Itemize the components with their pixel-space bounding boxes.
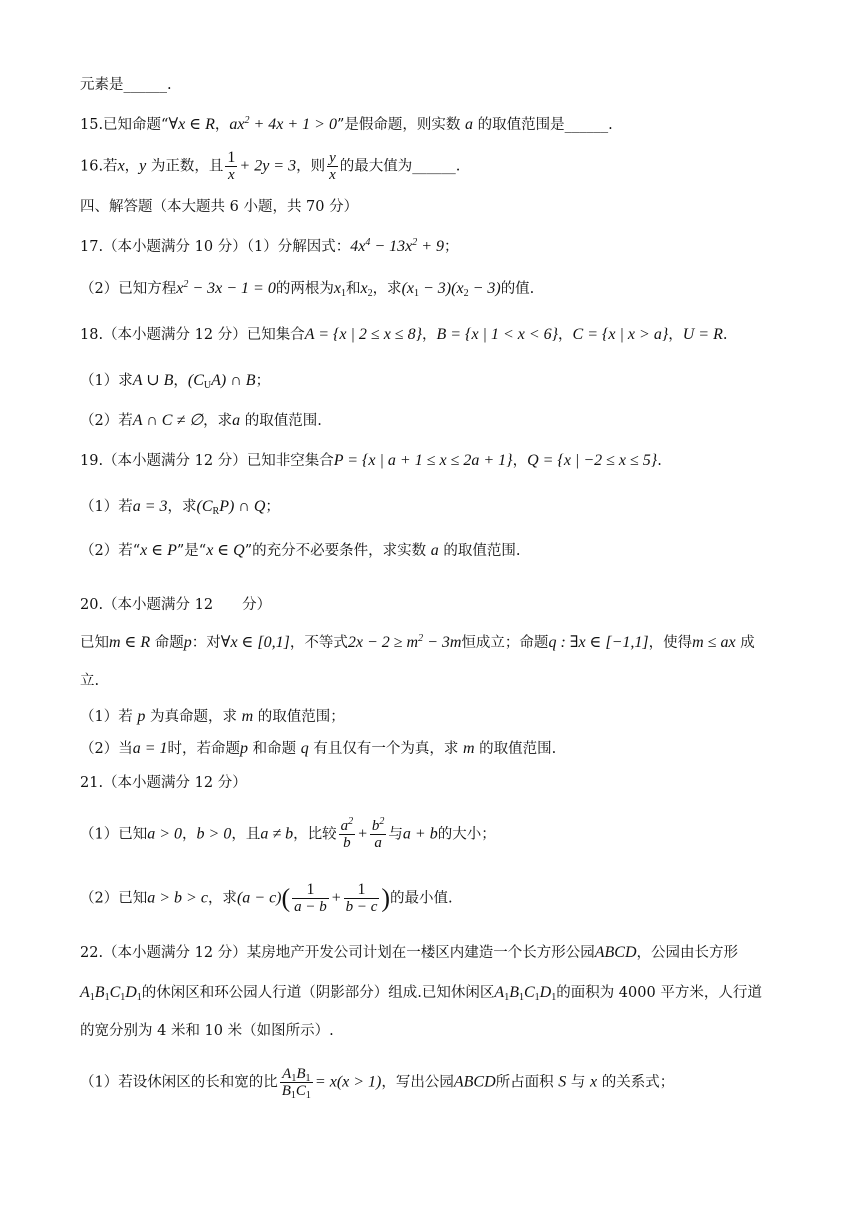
- question-22: 22.（本小题满分 12 分）某房地产开发公司计划在一楼区内建造一个长方形公园ABCD，公园由长方形: [80, 944, 739, 961]
- section-heading: [80, 196, 790, 218]
- text: ，求: [207, 890, 237, 907]
- text: （1）已知: [80, 826, 148, 843]
- question-20-1: （1）若 p 为真命题，求 m 的取值范围；: [80, 708, 345, 725]
- question-15: 15.已知命题“∀x ∈ R，$ax^2 + 4x + 1 > 0$”是假命题，则实数 a 的取值范围是______.: [80, 115, 613, 133]
- text: （2）已知方程: [80, 281, 177, 297]
- text: ，比较: [293, 826, 337, 843]
- question-19-2: （2）若“x ∈ P”是“x ∈ Q”的充分不必要条件，求实数 a 的取值范围.: [80, 542, 521, 559]
- question-18: 18.（本小题满分 12 分）已知集合A = {x | 2 ≤ x ≤ 8}，B = {x | 1 < x < 6}，C = {x | x > a}，U = R.: [80, 326, 728, 343]
- question-20-heading: [80, 594, 790, 616]
- question-19-1: （1）若a = 3，求$(C_RP)$ ∩ Q；: [80, 498, 280, 517]
- text: 的值.: [500, 281, 535, 297]
- text: ”的充分不必要条件，求实数: [244, 543, 427, 559]
- question-18-1: （1）求A ∪ B，$(C_UA)$ ∩ B；: [80, 372, 271, 391]
- text: 所占面积: [495, 1074, 554, 1091]
- text: 与: [570, 1074, 586, 1091]
- question-19: 19.（本小题满分 12 分）已知非空集合P = {x | a + 1 ≤ x ≤ 2a + 1}，Q = {x | −2 ≤ x ≤ 5}.: [80, 452, 662, 469]
- text: 恒成立；命题: [461, 635, 549, 651]
- question-20-2: （2）当a = 1时，若命题p 和命题 q 有且仅有一个为真，求 m 的取值范围.: [80, 740, 557, 757]
- text: ，求: [167, 499, 197, 515]
- text: ，使得: [648, 635, 693, 651]
- text: 18.（本小题满分 12 分）已知集合: [80, 327, 305, 343]
- text: 为真命题，求: [149, 709, 237, 725]
- question-20: 已知m ∈ R 命题p：对∀x ∈ [0,1]，不等式$2x - 2 \ge m^2 - 3m$恒成立；命题q : ∃x ∈ [−1,1]，使得m ≤ ax 成: [80, 633, 755, 651]
- text: 的宽分别为 4 米和 10 米（如图所示）.: [80, 1023, 334, 1039]
- text: （1）若: [80, 709, 133, 725]
- question-17: 17.（本小题满分 10 分）（1）分解因式：$4x^4 - 13x^2 + 9$；: [80, 237, 459, 255]
- question-22-1: （1）若设休闲区的长和宽的比 $\frac{A_1B_1}{B_1C_1}$ = x(x > 1)，写出公园ABCD所占面积 S 与 x 的关系式；: [80, 1066, 675, 1101]
- question-18-2: （2）若A ∩ C ≠ ∅，求a 的取值范围.: [80, 412, 322, 429]
- text: 立.: [80, 673, 100, 689]
- text: （1）若设休闲区的长和宽的比: [80, 1074, 278, 1091]
- text: 的关系式；: [601, 1074, 675, 1091]
- text: 四、解答题（本大题共 6 小题，共 70 分）: [80, 199, 359, 215]
- text: 的大小；: [437, 826, 496, 843]
- text: 16.若: [80, 158, 118, 175]
- text: ：对: [191, 635, 221, 651]
- text: ，则: [296, 158, 326, 175]
- text: 的两根为: [275, 281, 334, 297]
- question-16: 16.若x，y 为正数，且 $\frac{1}{x}$ + 2y = 3，则 $\frac{y}{x}$ 的最大值为______.: [80, 149, 461, 183]
- text: 的取值范围.: [479, 741, 557, 757]
- text: 的取值范围是______.: [477, 117, 613, 133]
- text: 的最大值为______.: [339, 158, 461, 175]
- text: 与: [388, 826, 403, 843]
- text: ；: [444, 239, 459, 255]
- text: 和命题: [252, 741, 297, 757]
- text: 的取值范围.: [443, 543, 521, 559]
- text: 20.（本小题满分 12 分）: [80, 597, 272, 613]
- text: 元素是______.: [80, 77, 172, 93]
- text: 15.已知命题“: [80, 117, 169, 133]
- text: ，求: [372, 281, 402, 297]
- text: 为正数，且: [150, 158, 224, 175]
- text: ，公园由长方形: [636, 945, 739, 961]
- text: ，写出公园: [381, 1074, 454, 1091]
- text: ，求: [203, 413, 233, 429]
- text: （2）若“: [80, 543, 141, 559]
- text: （2）已知: [80, 890, 148, 907]
- text: 22.（本小题满分 12 分）某房地产开发公司计划在一楼区内建造一个长方形公园: [80, 945, 595, 961]
- question-17-2: （2）已知方程$x^2 - 3x - 1 = 0$的两根为$x_1$和$x_2$，求$(x_1 - 3)(x_2 - 3)$的值.: [80, 279, 535, 299]
- text: 成: [740, 635, 755, 651]
- question-22-cont: $A_1B_1C_1D_1$的休闲区和环公园人行道（阴影部分）组成.已知休闲区$A_1B_1C_1D_1$的面积为 4000 平方米，人行道: [80, 984, 762, 1003]
- question-21-1: （1）已知a > 0，b > 0，且a ≠ b，比较 $\frac{a^2}{b}$ + $\frac{b^2}{a}$ 与a + b的大小；: [80, 816, 496, 851]
- text-line: [80, 74, 790, 96]
- text: 和: [345, 281, 361, 297]
- text: 19.（本小题满分 12 分）已知非空集合: [80, 453, 334, 469]
- text-line: [80, 1020, 790, 1042]
- text: 的面积为 4000 平方米，人行道: [556, 985, 762, 1001]
- text: 21.（本小题满分 12 分）: [80, 775, 247, 791]
- text: 已知: [80, 635, 109, 651]
- text: 有且仅有一个为真，求: [313, 741, 459, 757]
- text: ”是“: [176, 543, 207, 559]
- text: ”是假命题，则实数: [336, 117, 461, 133]
- text: 的最小值.: [390, 890, 453, 907]
- text: （2）若: [80, 413, 133, 429]
- question-21-2: （2）已知a > b > c，求(a − c)( $\frac{1}{a - b}$ + $\frac{1}{b - c}$ )的最小值.: [80, 881, 453, 915]
- text: 命题: [154, 635, 184, 651]
- text: （1）求: [80, 373, 133, 389]
- text: （2）当: [80, 741, 133, 757]
- question-21-heading: [80, 772, 790, 794]
- text: 17.（本小题满分 10 分）（1）分解因式：: [80, 239, 351, 255]
- text: （1）若: [80, 499, 133, 515]
- text: ，不等式: [289, 635, 348, 651]
- text-line: [80, 670, 790, 692]
- text: 的取值范围.: [244, 413, 322, 429]
- text: 的休闲区和环公园人行道（阴影部分）组成.已知休闲区: [141, 985, 495, 1001]
- text: 时，若命题: [167, 741, 241, 757]
- text: 的取值范围；: [257, 709, 345, 725]
